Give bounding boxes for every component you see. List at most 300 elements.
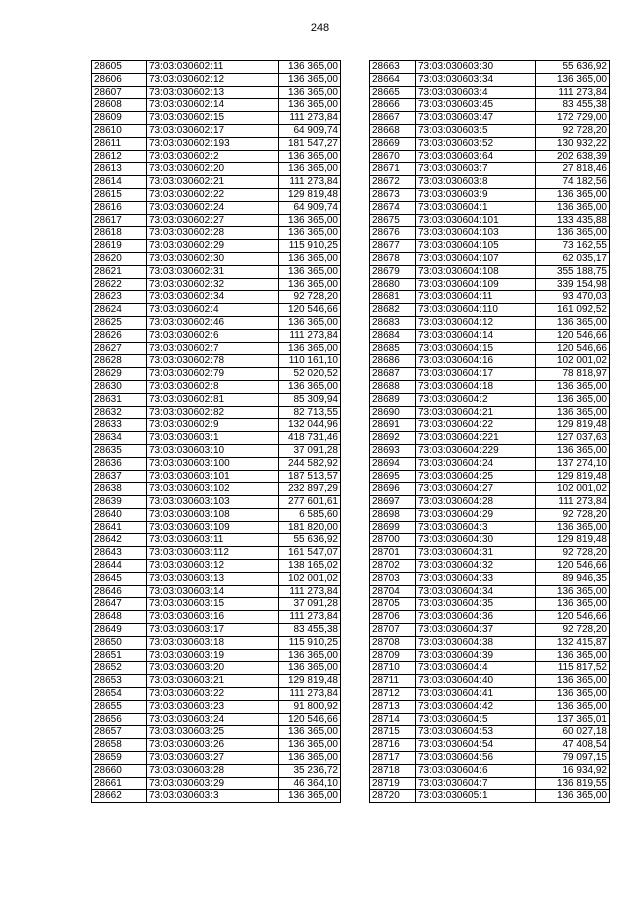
row-number-cell: 28682 <box>370 304 416 317</box>
row-number-cell: 28696 <box>370 483 416 496</box>
cadastral-number-cell: 73:03:030603:13 <box>147 572 279 585</box>
cadastral-value-cell: 136 365,00 <box>279 214 341 227</box>
cadastral-number-cell: 73:03:030602:27 <box>147 214 279 227</box>
cadastral-value-cell: 115 910,25 <box>279 636 341 649</box>
cadastral-value-cell: 187 513,57 <box>279 470 341 483</box>
cadastral-value-cell: 120 546,66 <box>536 611 610 624</box>
table-row <box>370 342 610 355</box>
table-row <box>92 572 341 585</box>
row-number-cell: 28698 <box>370 508 416 521</box>
table-row <box>370 726 610 739</box>
cadastral-number-cell: 73:03:030604:24 <box>416 457 536 470</box>
table-row <box>370 739 610 752</box>
cadastral-number-cell: 73:03:030604:53 <box>416 726 536 739</box>
cadastral-number-cell: 73:03:030603:103 <box>147 496 279 509</box>
cadastral-number-cell: 73:03:030603:109 <box>147 521 279 534</box>
cadastral-number-cell: 73:03:030603:11 <box>147 534 279 547</box>
row-number-cell: 28631 <box>92 393 147 406</box>
row-number-cell: 28666 <box>370 99 416 112</box>
cadastral-value-cell: 136 365,00 <box>279 99 341 112</box>
cadastral-value-cell: 16 934,92 <box>536 764 610 777</box>
cadastral-number-cell: 73:03:030604:38 <box>416 636 536 649</box>
cadastral-value-cell: 136 365,00 <box>279 790 341 803</box>
cadastral-number-cell: 73:03:030604:1 <box>416 201 536 214</box>
cadastral-value-cell: 83 455,38 <box>279 624 341 637</box>
table-row <box>370 790 610 803</box>
cadastral-value-cell: 89 946,35 <box>536 572 610 585</box>
cadastral-number-cell: 73:03:030602:81 <box>147 393 279 406</box>
row-number-cell: 28714 <box>370 713 416 726</box>
cadastral-number-cell: 73:03:030602:8 <box>147 380 279 393</box>
row-number-cell: 28708 <box>370 636 416 649</box>
cadastral-value-cell: 92 728,20 <box>279 291 341 304</box>
row-number-cell: 28641 <box>92 521 147 534</box>
row-number-cell: 28634 <box>92 432 147 445</box>
table-row <box>370 99 610 112</box>
cadastral-number-cell: 73:03:030603:47 <box>416 112 536 125</box>
cadastral-value-cell: 110 161,10 <box>279 355 341 368</box>
cadastral-number-cell: 73:03:030603:25 <box>147 726 279 739</box>
cadastral-value-cell: 136 365,00 <box>279 316 341 329</box>
table-row <box>370 534 610 547</box>
cadastral-value-cell: 277 601,61 <box>279 496 341 509</box>
cadastral-value-cell: 129 819,48 <box>536 419 610 432</box>
page-number: 248 <box>310 22 330 34</box>
row-number-cell: 28706 <box>370 611 416 624</box>
row-number-cell: 28720 <box>370 790 416 803</box>
row-number-cell: 28700 <box>370 534 416 547</box>
row-number-cell: 28647 <box>92 598 147 611</box>
cadastral-number-cell: 73:03:030603:15 <box>147 598 279 611</box>
cadastral-value-cell: 91 800,92 <box>279 700 341 713</box>
cadastral-number-cell: 73:03:030604:32 <box>416 560 536 573</box>
cadastral-value-cell: 115 910,25 <box>279 240 341 253</box>
row-number-cell: 28654 <box>92 688 147 701</box>
cadastral-value-cell: 136 365,00 <box>536 444 610 457</box>
row-number-cell: 28657 <box>92 726 147 739</box>
row-number-cell: 28699 <box>370 521 416 534</box>
cadastral-number-cell: 73:03:030603:23 <box>147 700 279 713</box>
row-number-cell: 28660 <box>92 764 147 777</box>
table-row <box>92 188 341 201</box>
row-number-cell: 28665 <box>370 86 416 99</box>
cadastral-number-cell: 73:03:030604:3 <box>416 521 536 534</box>
cadastral-value-cell: 136 365,00 <box>536 700 610 713</box>
row-number-cell: 28694 <box>370 457 416 470</box>
cadastral-value-cell: 137 274,10 <box>536 457 610 470</box>
cadastral-number-cell: 73:03:030602:15 <box>147 112 279 125</box>
cadastral-number-cell: 73:03:030603:12 <box>147 560 279 573</box>
cadastral-number-cell: 73:03:030604:41 <box>416 688 536 701</box>
table-row <box>370 176 610 189</box>
cadastral-value-cell: 120 546,66 <box>536 329 610 342</box>
cadastral-value-cell: 244 582,92 <box>279 457 341 470</box>
table-row <box>370 508 610 521</box>
cadastral-value-cell: 202 638,39 <box>536 150 610 163</box>
cadastral-value-cell: 83 455,38 <box>536 99 610 112</box>
table-row <box>92 214 341 227</box>
row-number-cell: 28671 <box>370 163 416 176</box>
table-row <box>92 611 341 624</box>
cadastral-number-cell: 73:03:030603:27 <box>147 752 279 765</box>
row-number-cell: 28656 <box>92 713 147 726</box>
cadastral-number-cell: 73:03:030604:31 <box>416 547 536 560</box>
row-number-cell: 28637 <box>92 470 147 483</box>
cadastral-value-cell: 111 273,84 <box>279 176 341 189</box>
cadastral-value-cell: 418 731,46 <box>279 432 341 445</box>
cadastral-number-cell: 73:03:030603:8 <box>416 176 536 189</box>
row-number-cell: 28658 <box>92 739 147 752</box>
table-row <box>92 329 341 342</box>
table-row <box>92 457 341 470</box>
table-row <box>370 547 610 560</box>
row-number-cell: 28623 <box>92 291 147 304</box>
row-number-cell: 28681 <box>370 291 416 304</box>
cadastral-number-cell: 73:03:030603:102 <box>147 483 279 496</box>
row-number-cell: 28614 <box>92 176 147 189</box>
cadastral-value-cell: 129 819,48 <box>536 534 610 547</box>
row-number-cell: 28691 <box>370 419 416 432</box>
row-number-cell: 28712 <box>370 688 416 701</box>
cadastral-number-cell: 73:03:030603:24 <box>147 713 279 726</box>
table-row <box>92 547 341 560</box>
row-number-cell: 28655 <box>92 700 147 713</box>
table-row <box>92 508 341 521</box>
row-number-cell: 28612 <box>92 150 147 163</box>
row-number-cell: 28609 <box>92 112 147 125</box>
row-number-cell: 28675 <box>370 214 416 227</box>
table-row <box>92 304 341 317</box>
table-row <box>370 521 610 534</box>
row-number-cell: 28605 <box>92 61 147 74</box>
cadastral-value-cell: 37 091,28 <box>279 598 341 611</box>
row-number-cell: 28633 <box>92 419 147 432</box>
table-row <box>370 419 610 432</box>
cadastral-value-cell: 35 236,72 <box>279 764 341 777</box>
cadastral-value-cell: 37 091,28 <box>279 444 341 457</box>
cadastral-number-cell: 73:03:030603:4 <box>416 86 536 99</box>
cadastral-number-cell: 73:03:030603:16 <box>147 611 279 624</box>
cadastral-number-cell: 73:03:030604:7 <box>416 777 536 790</box>
table-row <box>370 675 610 688</box>
table-row <box>370 227 610 240</box>
cadastral-value-cell: 136 365,00 <box>536 316 610 329</box>
table-row <box>92 265 341 278</box>
cadastral-number-cell: 73:03:030603:9 <box>416 188 536 201</box>
row-number-cell: 28617 <box>92 214 147 227</box>
cadastral-number-cell: 73:03:030603:17 <box>147 624 279 637</box>
cadastral-number-cell: 73:03:030603:22 <box>147 688 279 701</box>
row-number-cell: 28645 <box>92 572 147 585</box>
table-row <box>370 355 610 368</box>
table-row <box>370 700 610 713</box>
row-number-cell: 28701 <box>370 547 416 560</box>
cadastral-number-cell: 73:03:030604:22 <box>416 419 536 432</box>
table-row <box>92 636 341 649</box>
table-row <box>92 752 341 765</box>
table-row <box>92 137 341 150</box>
table-row <box>370 624 610 637</box>
table-row <box>370 572 610 585</box>
table-row <box>92 649 341 662</box>
cadastral-value-cell: 137 365,01 <box>536 713 610 726</box>
table-row <box>370 598 610 611</box>
row-number-cell: 28709 <box>370 649 416 662</box>
cadastral-value-cell: 129 819,48 <box>279 675 341 688</box>
row-number-cell: 28635 <box>92 444 147 457</box>
table-row <box>92 355 341 368</box>
cadastral-value-cell: 136 365,00 <box>536 585 610 598</box>
row-number-cell: 28685 <box>370 342 416 355</box>
row-number-cell: 28608 <box>92 99 147 112</box>
table-row <box>370 585 610 598</box>
cadastral-number-cell: 73:03:030603:100 <box>147 457 279 470</box>
cadastral-value-cell: 111 273,84 <box>279 688 341 701</box>
table-row <box>92 675 341 688</box>
table-row <box>92 380 341 393</box>
cadastral-number-cell: 73:03:030604:108 <box>416 265 536 278</box>
row-number-cell: 28677 <box>370 240 416 253</box>
cadastral-number-cell: 73:03:030604:6 <box>416 764 536 777</box>
cadastral-number-cell: 73:03:030604:17 <box>416 368 536 381</box>
cadastral-number-cell: 73:03:030604:103 <box>416 227 536 240</box>
cadastral-number-cell: 73:03:030602:13 <box>147 86 279 99</box>
cadastral-value-cell: 136 365,00 <box>536 688 610 701</box>
cadastral-number-cell: 73:03:030604:109 <box>416 278 536 291</box>
row-number-cell: 28640 <box>92 508 147 521</box>
cadastral-value-cell: 172 729,00 <box>536 112 610 125</box>
table-row <box>92 61 341 74</box>
cadastral-value-cell: 136 365,00 <box>279 380 341 393</box>
cadastral-number-cell: 73:03:030602:4 <box>147 304 279 317</box>
cadastral-value-cell: 6 585,60 <box>279 508 341 521</box>
table-row <box>92 99 341 112</box>
cadastral-value-cell: 102 001,02 <box>279 572 341 585</box>
row-number-cell: 28648 <box>92 611 147 624</box>
cadastral-value-cell: 111 273,84 <box>536 496 610 509</box>
cadastral-value-cell: 132 044,96 <box>279 419 341 432</box>
cadastral-number-cell: 73:03:030604:37 <box>416 624 536 637</box>
row-number-cell: 28642 <box>92 534 147 547</box>
table-row <box>92 777 341 790</box>
cadastral-number-cell: 73:03:030604:15 <box>416 342 536 355</box>
row-number-cell: 28689 <box>370 393 416 406</box>
row-number-cell: 28661 <box>92 777 147 790</box>
table-row <box>370 713 610 726</box>
row-number-cell: 28703 <box>370 572 416 585</box>
table-row <box>92 726 341 739</box>
cadastral-value-cell: 136 365,00 <box>536 521 610 534</box>
cadastral-value-cell: 136 365,00 <box>279 227 341 240</box>
row-number-cell: 28670 <box>370 150 416 163</box>
row-number-cell: 28690 <box>370 406 416 419</box>
table-row <box>92 560 341 573</box>
cadastral-number-cell: 73:03:030603:10 <box>147 444 279 457</box>
table-row <box>92 252 341 265</box>
table-row <box>370 496 610 509</box>
table-row <box>370 240 610 253</box>
cadastral-number-cell: 73:03:030602:6 <box>147 329 279 342</box>
cadastral-value-cell: 136 365,00 <box>279 278 341 291</box>
cadastral-value-cell: 74 182,56 <box>536 176 610 189</box>
cadastral-number-cell: 73:03:030604:229 <box>416 444 536 457</box>
table-row <box>370 304 610 317</box>
row-number-cell: 28667 <box>370 112 416 125</box>
cadastral-number-cell: 73:03:030602:193 <box>147 137 279 150</box>
row-number-cell: 28624 <box>92 304 147 317</box>
table-row <box>92 176 341 189</box>
table-row <box>92 163 341 176</box>
row-number-cell: 28611 <box>92 137 147 150</box>
cadastral-number-cell: 73:03:030604:42 <box>416 700 536 713</box>
table-row <box>370 432 610 445</box>
cadastral-number-cell: 73:03:030604:39 <box>416 649 536 662</box>
table-row <box>92 278 341 291</box>
cadastral-value-cell: 111 273,84 <box>279 585 341 598</box>
cadastral-number-cell: 73:03:030604:16 <box>416 355 536 368</box>
table-row <box>370 137 610 150</box>
table-row <box>370 86 610 99</box>
cadastral-value-cell: 136 365,00 <box>536 188 610 201</box>
table-row <box>92 368 341 381</box>
row-number-cell: 28620 <box>92 252 147 265</box>
cadastral-value-cell: 55 636,92 <box>279 534 341 547</box>
cadastral-number-cell: 73:03:030603:28 <box>147 764 279 777</box>
table-row <box>370 124 610 137</box>
cadastral-value-cell: 136 365,00 <box>536 380 610 393</box>
row-number-cell: 28695 <box>370 470 416 483</box>
cadastral-value-cell: 120 546,66 <box>279 304 341 317</box>
cadastral-number-cell: 73:03:030602:46 <box>147 316 279 329</box>
row-number-cell: 28644 <box>92 560 147 573</box>
cadastral-number-cell: 73:03:030604:11 <box>416 291 536 304</box>
table-row <box>92 790 341 803</box>
table-row <box>370 777 610 790</box>
cadastral-number-cell: 73:03:030603:52 <box>416 137 536 150</box>
cadastral-number-cell: 73:03:030603:34 <box>416 73 536 86</box>
cadastral-number-cell: 73:03:030604:33 <box>416 572 536 585</box>
table-row <box>370 265 610 278</box>
cadastral-number-cell: 73:03:030604:2 <box>416 393 536 406</box>
cadastral-value-cell: 85 309,94 <box>279 393 341 406</box>
cadastral-number-cell: 73:03:030604:34 <box>416 585 536 598</box>
cadastral-value-cell: 120 546,66 <box>279 713 341 726</box>
cadastral-value-cell: 136 365,00 <box>536 406 610 419</box>
cadastral-value-cell: 136 365,00 <box>279 252 341 265</box>
row-number-cell: 28719 <box>370 777 416 790</box>
table-row <box>92 739 341 752</box>
cadastral-number-cell: 73:03:030603:3 <box>147 790 279 803</box>
cadastral-value-cell: 136 365,00 <box>279 163 341 176</box>
cadastral-value-cell: 132 415,87 <box>536 636 610 649</box>
cadastral-number-cell: 73:03:030604:105 <box>416 240 536 253</box>
cadastral-value-cell: 232 897,29 <box>279 483 341 496</box>
cadastral-value-cell: 92 728,20 <box>536 124 610 137</box>
cadastral-number-cell: 73:03:030604:110 <box>416 304 536 317</box>
table-row <box>370 444 610 457</box>
cadastral-number-cell: 73:03:030602:32 <box>147 278 279 291</box>
cadastral-number-cell: 73:03:030602:14 <box>147 99 279 112</box>
row-number-cell: 28668 <box>370 124 416 137</box>
row-number-cell: 28669 <box>370 137 416 150</box>
table-row <box>92 86 341 99</box>
cadastral-value-cell: 120 546,66 <box>536 342 610 355</box>
row-number-cell: 28673 <box>370 188 416 201</box>
cadastral-value-cell: 136 365,00 <box>536 675 610 688</box>
cadastral-value-cell: 136 365,00 <box>279 342 341 355</box>
table-row <box>92 201 341 214</box>
table-row <box>370 764 610 777</box>
cadastral-number-cell: 73:03:030604:29 <box>416 508 536 521</box>
table-row <box>370 483 610 496</box>
row-number-cell: 28716 <box>370 739 416 752</box>
table-row <box>370 73 610 86</box>
table-row <box>370 61 610 74</box>
table-row <box>370 662 610 675</box>
cadastral-number-cell: 73:03:030604:54 <box>416 739 536 752</box>
cadastral-number-cell: 73:03:030604:4 <box>416 662 536 675</box>
cadastral-number-cell: 73:03:030603:64 <box>416 150 536 163</box>
cadastral-value-cell: 92 728,20 <box>536 508 610 521</box>
table-row <box>92 406 341 419</box>
row-number-cell: 28643 <box>92 547 147 560</box>
row-number-cell: 28622 <box>92 278 147 291</box>
cadastral-value-cell: 136 365,00 <box>536 201 610 214</box>
row-number-cell: 28607 <box>92 86 147 99</box>
cadastral-value-cell: 136 365,00 <box>536 227 610 240</box>
cadastral-number-cell: 73:03:030602:7 <box>147 342 279 355</box>
cadastral-value-cell: 138 165,02 <box>279 560 341 573</box>
cadastral-number-cell: 73:03:030602:28 <box>147 227 279 240</box>
cadastral-value-cell: 136 365,00 <box>279 86 341 99</box>
table-row <box>92 419 341 432</box>
row-number-cell: 28686 <box>370 355 416 368</box>
cadastral-number-cell: 73:03:030604:18 <box>416 380 536 393</box>
table-row <box>370 163 610 176</box>
cadastral-value-cell: 136 365,00 <box>536 393 610 406</box>
table-row <box>370 214 610 227</box>
cadastral-value-cell: 136 365,00 <box>536 598 610 611</box>
cadastral-number-cell: 73:03:030602:24 <box>147 201 279 214</box>
row-number-cell: 28630 <box>92 380 147 393</box>
cadastral-number-cell: 73:03:030602:17 <box>147 124 279 137</box>
table-row <box>92 124 341 137</box>
cadastral-value-cell: 92 728,20 <box>536 624 610 637</box>
table-row <box>370 368 610 381</box>
table-row <box>92 496 341 509</box>
row-number-cell: 28618 <box>92 227 147 240</box>
cadastral-value-cell: 115 817,52 <box>536 662 610 675</box>
cadastral-value-cell: 133 435,88 <box>536 214 610 227</box>
row-number-cell: 28613 <box>92 163 147 176</box>
cadastral-value-cell: 79 097,15 <box>536 752 610 765</box>
table-row <box>370 406 610 419</box>
table-row <box>92 764 341 777</box>
cadastral-number-cell: 73:03:030604:27 <box>416 483 536 496</box>
row-number-cell: 28697 <box>370 496 416 509</box>
table-row <box>92 713 341 726</box>
cadastral-value-cell: 52 020,52 <box>279 368 341 381</box>
cadastral-number-cell: 73:03:030602:29 <box>147 240 279 253</box>
cadastral-table-right <box>369 60 610 803</box>
row-number-cell: 28636 <box>92 457 147 470</box>
table-row <box>92 534 341 547</box>
row-number-cell: 28710 <box>370 662 416 675</box>
table-row <box>370 380 610 393</box>
cadastral-value-cell: 55 636,92 <box>536 61 610 74</box>
cadastral-value-cell: 92 728,20 <box>536 547 610 560</box>
cadastral-number-cell: 73:03:030604:40 <box>416 675 536 688</box>
